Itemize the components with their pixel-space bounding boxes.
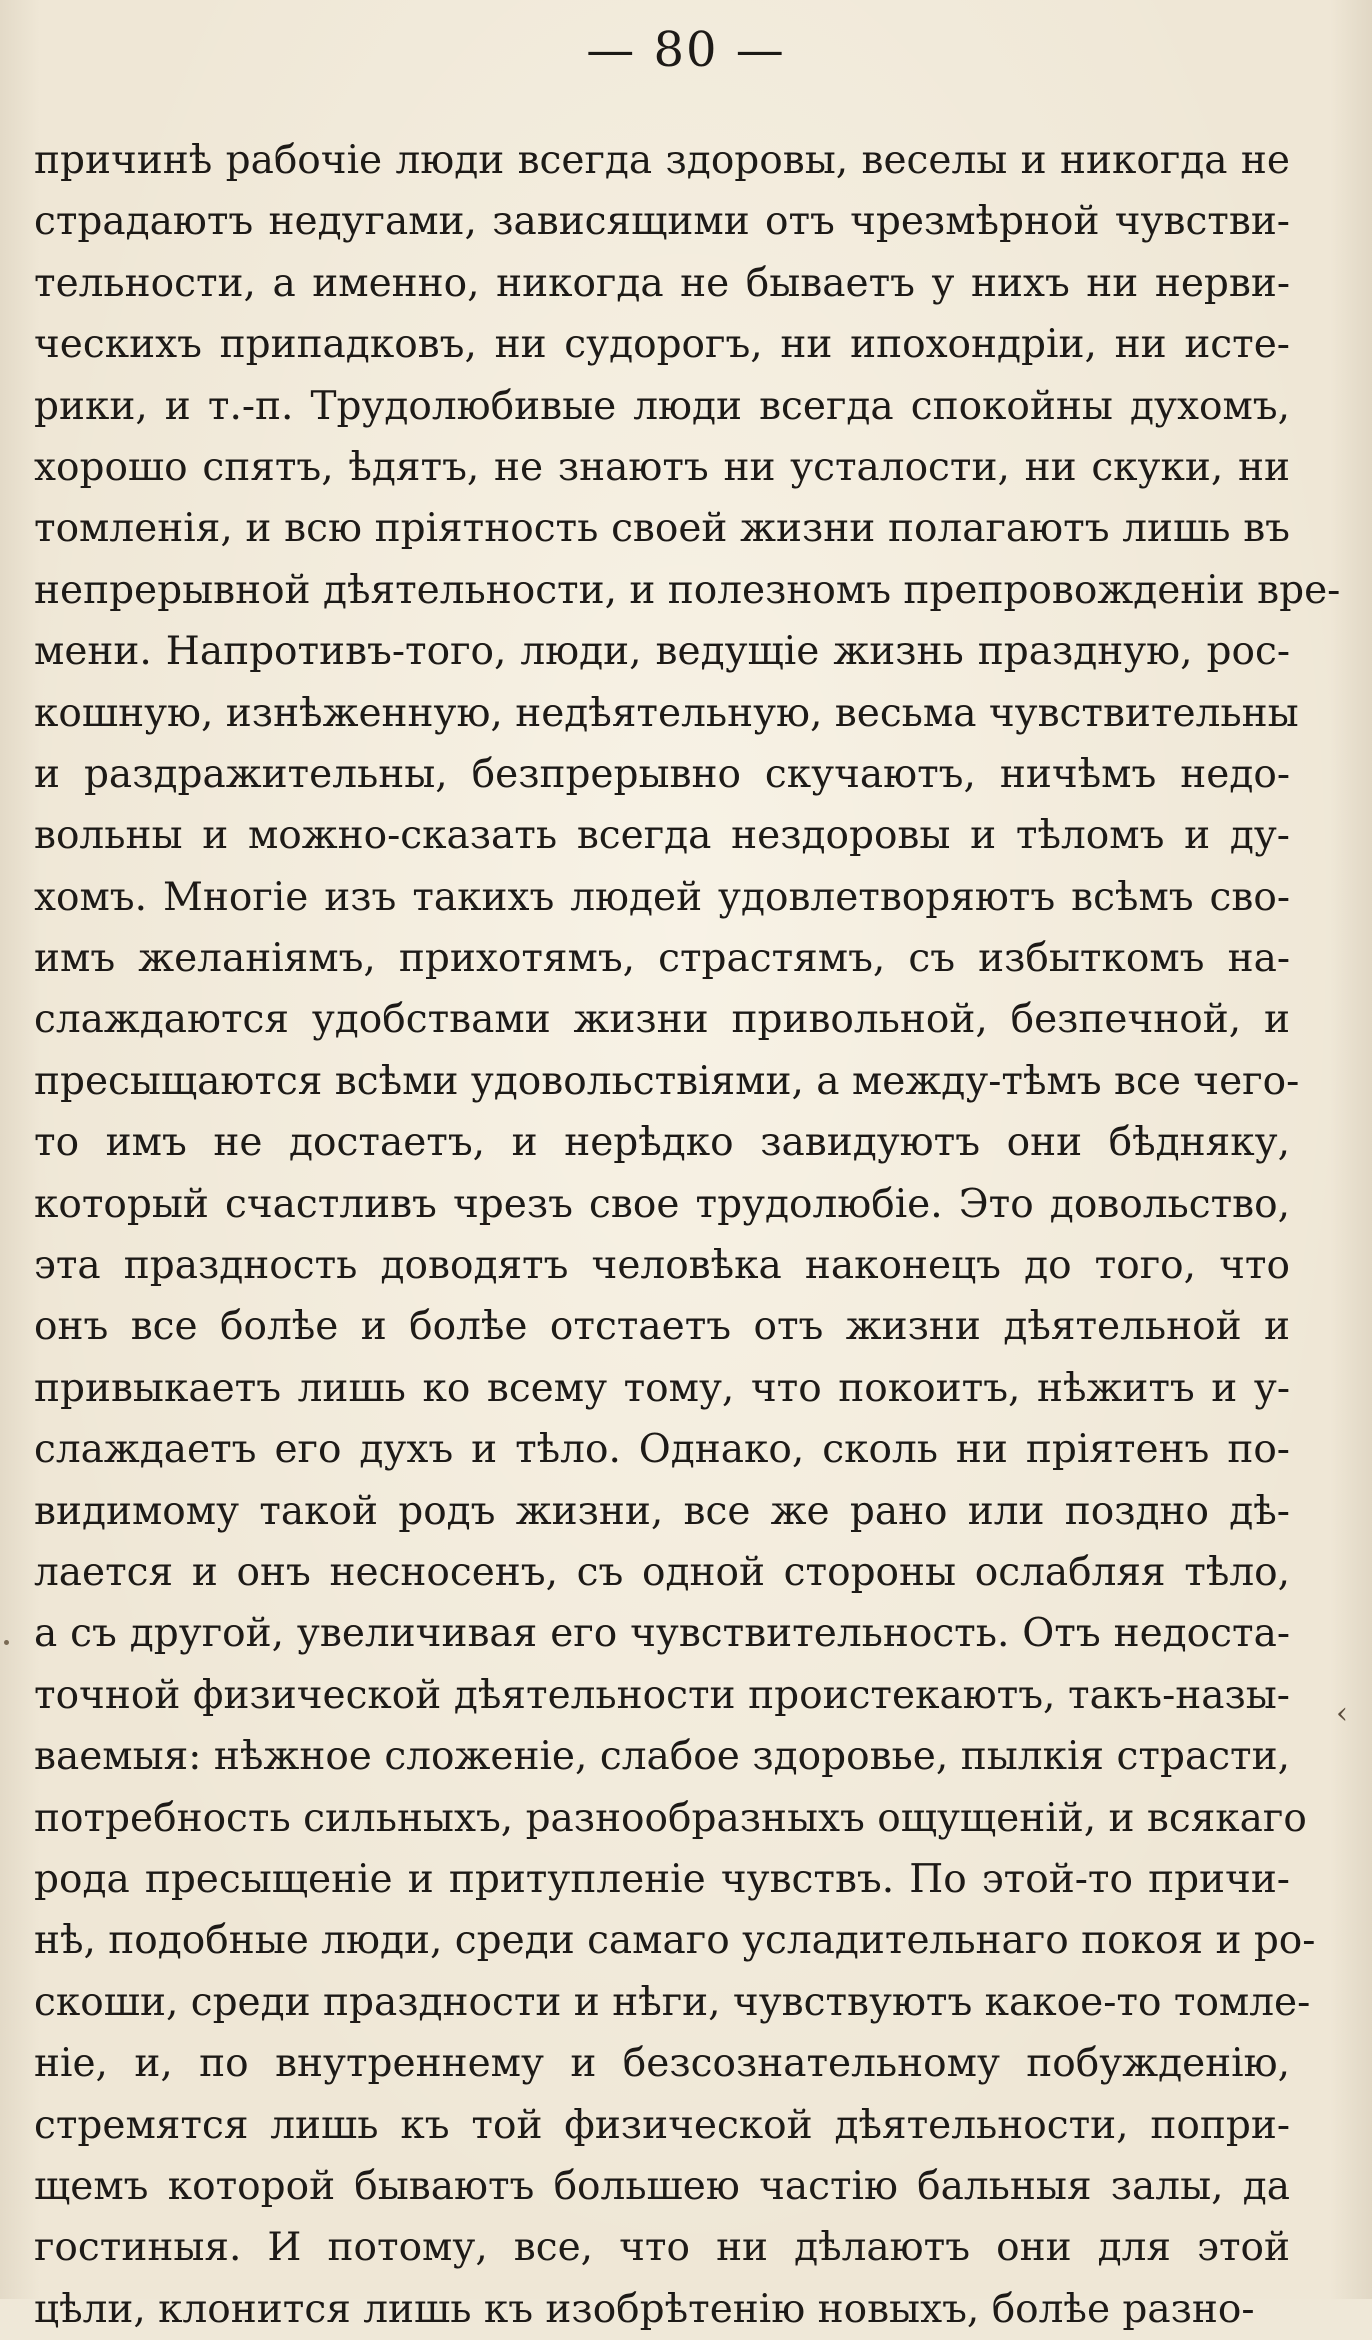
text-line: а съ другой, увеличивая его чувствительность. Отъ недоста- — [34, 1611, 1290, 1657]
text-line: который счастливъ чрезъ свое трудолюбіе. Это довольство, — [34, 1181, 1290, 1227]
text-line: цѣли, клонится лишь къ изобрѣтенію новыхъ, болѣе разно- — [34, 2286, 1255, 2332]
text-line: гостиныя. И потому, все, что ни дѣлаютъ они для этой — [34, 2225, 1290, 2271]
text-line: кошную, изнѣженную, недѣятельную, весьма чувствительны — [34, 690, 1299, 736]
text-line: видимому такой родъ жизни, все же рано или поздно дѣ- — [34, 1488, 1290, 1534]
text-line: хомъ. Многіе изъ такихъ людей удовлетворяютъ всѣмъ сво- — [34, 874, 1290, 920]
text-line: страдаютъ недугами, зависящими отъ чрезмѣрной чувстви- — [34, 199, 1290, 245]
text-line: вольны и можно-сказать всегда нездоровы и тѣломъ и ду- — [34, 813, 1290, 859]
text-line: точной физической дѣятельности проистекаютъ, такъ-назы- — [34, 1672, 1290, 1718]
text-line: потребность сильныхъ, разнообразныхъ ощущеній, и всякаго — [34, 1795, 1307, 1841]
text-line: пресыщаются всѣми удовольствіями, а между-тѣмъ все чего- — [34, 1058, 1300, 1104]
margin-speck — [4, 1640, 9, 1645]
text-line: нѣ, подобные люди, среди самаго усладительнаго покоя и ро- — [34, 1918, 1316, 1964]
text-line: тельности, а именно, никогда не бываетъ у нихъ ни нерви- — [34, 260, 1290, 306]
text-line: то имъ не достаетъ, и нерѣдко завидуютъ они бѣдняку, — [34, 1120, 1290, 1166]
page-number: — 80 — — [586, 22, 786, 78]
text-line: привыкаетъ лишь ко всему тому, что покоитъ, нѣжитъ и у- — [34, 1365, 1290, 1411]
text-line: рики, и т.-п. Трудолюбивые люди всегда спокойны духомъ, — [34, 383, 1290, 429]
text-line: онъ все болѣе и болѣе отстаетъ отъ жизни дѣятельной и — [34, 1304, 1290, 1350]
margin-mark: ‹ — [1336, 1696, 1348, 1731]
text-line: стремятся лишь къ той физической дѣятельности, попри- — [34, 2102, 1290, 2148]
text-line: ваемыя: нѣжное сложеніе, слабое здоровье, пылкія страсти, — [34, 1734, 1290, 1780]
text-line: томленія, и всю пріятность своей жизни полагаютъ лишь въ — [34, 506, 1290, 552]
text-line: лается и онъ несносенъ, съ одной стороны ослабляя тѣло, — [34, 1549, 1290, 1595]
text-line: мени. Напротивъ-того, люди, ведущіе жизнь праздную, рос- — [34, 629, 1290, 675]
text-line: ческихъ припадковъ, ни судорогъ, ни ипохондріи, ни истe- — [34, 322, 1290, 368]
text-line: слаждаются удобствами жизни привольной, безпечной, и — [34, 997, 1290, 1043]
text-line: эта праздность доводятъ человѣка наконецъ до того, что — [34, 1243, 1290, 1289]
text-line: ніе, и, по внутреннему и безсознательному побужденію, — [34, 2041, 1290, 2087]
text-line: и раздражительны, безпрерывно скучаютъ, ничѣмъ недо- — [34, 751, 1290, 797]
text-line: щемъ которой бываютъ большею частію бальныя залы, да — [34, 2163, 1290, 2209]
text-line: непрерывной дѣятельности, и полезномъ препровожденіи вре- — [34, 567, 1341, 613]
text-line: слаждаетъ его духъ и тѣло. Однако, сколь ни пріятенъ по- — [34, 1427, 1290, 1473]
text-line: рода пресыщеніе и притупленіе чувствъ. По этой-то причи- — [34, 1856, 1290, 1902]
text-line: причинѣ рабочіе люди всегда здоровы, веселы и никогда не — [34, 138, 1290, 183]
text-line: хорошо спятъ, ѣдятъ, не знаютъ ни усталости, ни скуки, ни — [34, 444, 1290, 490]
body-text — [34, 130, 1341, 2340]
text-line: имъ желаніямъ, прихотямъ, страстямъ, съ избыткомъ на- — [34, 936, 1290, 982]
text-line: скоши, среди праздности и нѣги, чувствуютъ какое-то томле- — [34, 1979, 1311, 2025]
